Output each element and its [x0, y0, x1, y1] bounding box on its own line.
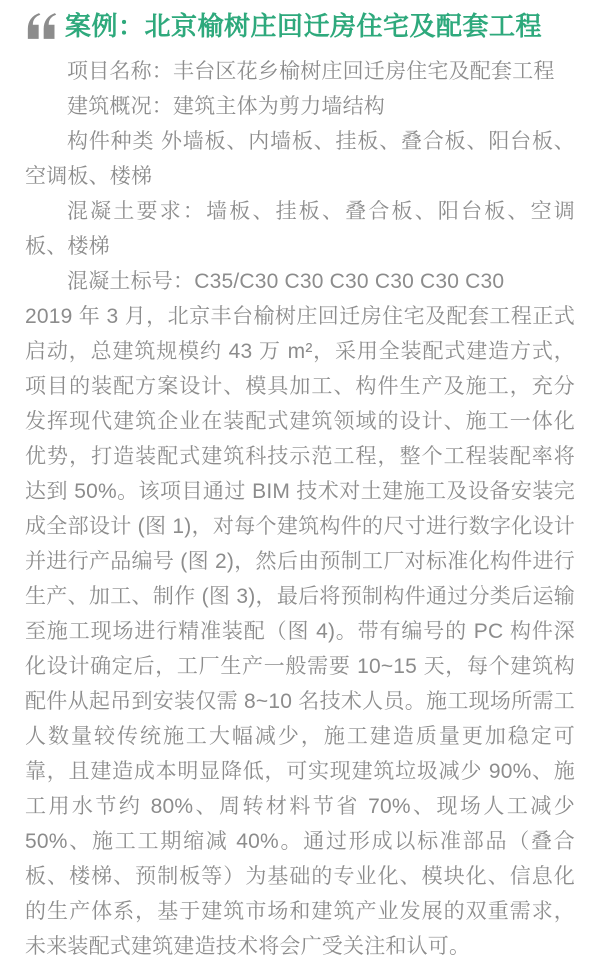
- body-paragraph: 2019 年 3 月，北京丰台榆树庄回迁房住宅及配套工程正式启动，总建筑规模约 43 万 m²，采用全装配式建造方式，项目的装配方案设计、模具加工、构件生产及施工，充分发挥现代建筑企业在装配式建筑领域的设计、施工一体化优势，打造装配式建筑科技示范工程，整个工程装配率将达到 50%。该项目通过 BIM 技术对土建施工及设备安装完成全部设计 (图 1)，对每个建筑构件的尺寸进行数字化设计并进行产品编号 (图 2)，然后由预制工厂对标准化构件进行生产、加工、制作 (图 3)，最后将预制构件通过分类后运输至施工现场进行精准装配（图 4)。带有编号的 PC 构件深化设计确定后，工厂生产一般需要 10~15 天，每个建筑构配件从起吊到安装仅需 8~10 名技术人员。施工现场所需工人数量较传统施工大幅减少，施工建造质量更加稳定可靠，且建造成本明显降低，可实现建筑垃圾减少 90%、施工用水节约 80%、周转材料节省 70%、现场人工减少 50%、施工工期缩减 40%。通过形成以标准部品（叠合板、楼梯、预制板等）为基础的专业化、模块化、信息化的生产体系，基于建筑市场和建筑产业发展的双重需求，未来装配式建筑建造技术将会广受关注和认可。: [25, 305, 575, 958]
- info-line-project-name: 项目名称：丰台区花乡榆树庄回迁房住宅及配套工程: [67, 60, 555, 83]
- article-header: [27, 8, 575, 44]
- info-line-building-overview: 建筑概况：建筑主体为剪力墙结构: [67, 95, 385, 118]
- article-content: [25, 54, 575, 964]
- info-line-component-types: 构件种类 外墙板、内墙板、挂板、叠合板、阳台板、空调板、楼梯: [25, 130, 575, 188]
- info-line-concrete-grades: 混凝土标号：C35/C30 C30 C30 C30 C30 C30: [67, 270, 505, 293]
- double-quote-icon: [27, 12, 57, 42]
- page-title: 案例：北京榆树庄回迁房住宅及配套工程: [65, 11, 543, 41]
- info-line-concrete-requirements: 混凝土要求：墙板、挂板、叠合板、阳台板、空调板、楼梯: [25, 200, 575, 258]
